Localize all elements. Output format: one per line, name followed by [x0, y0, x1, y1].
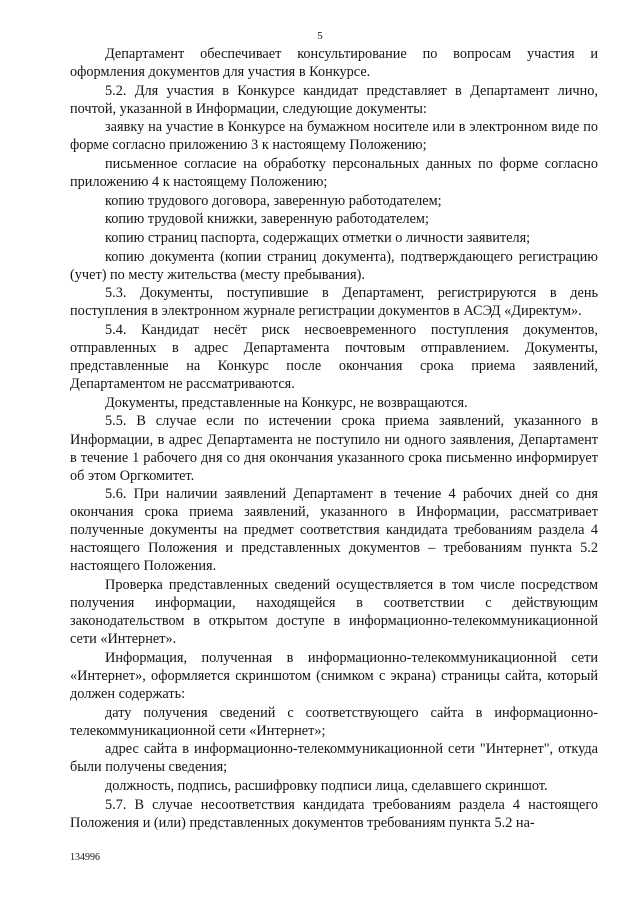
list-item-signature: должность, подпись, расшифровку подписи лица, сделавшего скриншот. — [105, 777, 548, 794]
list-item-passport: копию страниц паспорта, содержащих отметки о личности заявителя; — [105, 230, 531, 247]
list-item-application: заявку на участие в Конкурсе на бумажном носителе или в электронном виде по форме согласно приложению 3 к настоящему Положению; — [70, 119, 598, 154]
list-item-work-book: копию трудовой книжки, заверенную работодателем; — [105, 211, 429, 228]
clause-5-5: 5.5. В случае если по истечении срока приема заявлений, указанного в Информации, в адрес Департамента не поступило ни одного заявления, Департамент в течение 1 рабочего дня со дня окончания указанного срока письменно информирует об этом Оргкомитет. — [70, 413, 598, 484]
clause-5-2: 5.2. Для участия в Конкурсе кандидат представляет в Департамент лично, почтой, указанной в Информации, следующие документы: — [70, 82, 598, 117]
list-item-date: дату получения сведений с соответствующего сайта в информационно-телекоммуникационной сети «Интернет»; — [70, 704, 598, 739]
list-item-registration: копию документа (копии страниц документа), подтверждающего регистрацию (учет) по месту жительства (месту пребывания). — [70, 248, 598, 283]
document-body — [70, 45, 598, 832]
paragraph-consulting: Департамент обеспечивает консультирование по вопросам участия и оформления документов для участия в Конкурсе. — [70, 46, 598, 81]
list-item-employment-contract: копию трудового договора, заверенную работодателем; — [105, 192, 442, 209]
clause-5-4: 5.4. Кандидат несёт риск несвоевременного поступления документов, отправленных в адрес Департамента почтовым отправлением. Документы, представленные на Конкурс после окончания срока приема заявлений, Департаментом не рассматриваются. — [70, 322, 598, 393]
clause-5-7: 5.7. В случае несоответствия кандидата требованиям раздела 4 настоящего Положения и (или) представленных документов требованиям пункта 5.2 на- — [70, 796, 598, 831]
clause-5-3: 5.3. Документы, поступившие в Департамент, регистрируются в день поступления в электронном журнале регистрации документов в АСЭД «Директум». — [70, 285, 598, 320]
paragraph-not-returned: Документы, представленные на Конкурс, не возвращаются. — [105, 394, 468, 411]
paragraph-verification: Проверка представленных сведений осуществляется в том числе посредством получения информации, находящейся в соответствии с действующим законодательством в открытом доступе в информационно-телекоммуникационной сети «Интернет». — [70, 577, 598, 648]
list-item-address: адрес сайта в информационно-телекоммуникационной сети "Интернет", откуда были получены сведения; — [70, 741, 598, 776]
page-number: 5 — [317, 30, 323, 42]
clause-5-6: 5.6. При наличии заявлений Департамент в течение 4 рабочих дней со дня окончания срока приема заявлений, указанного в Информации, рассматривает полученные документы на предмет соответствия кандидата требованиям раздела 4 настоящего Положения и представленных документов – требованиям пункта 5.2 настоящего Положения. — [70, 486, 598, 575]
list-item-consent: письменное согласие на обработку персональных данных по форме согласно приложению 4 к настоящему Положению; — [70, 156, 598, 191]
footer-code: 134996 — [70, 852, 100, 863]
paragraph-screenshot: Информация, полученная в информационно-телекоммуникационной сети «Интернет», оформляется скриншотом (снимком с экрана) страницы сайта, который должен содержать: — [70, 649, 598, 702]
